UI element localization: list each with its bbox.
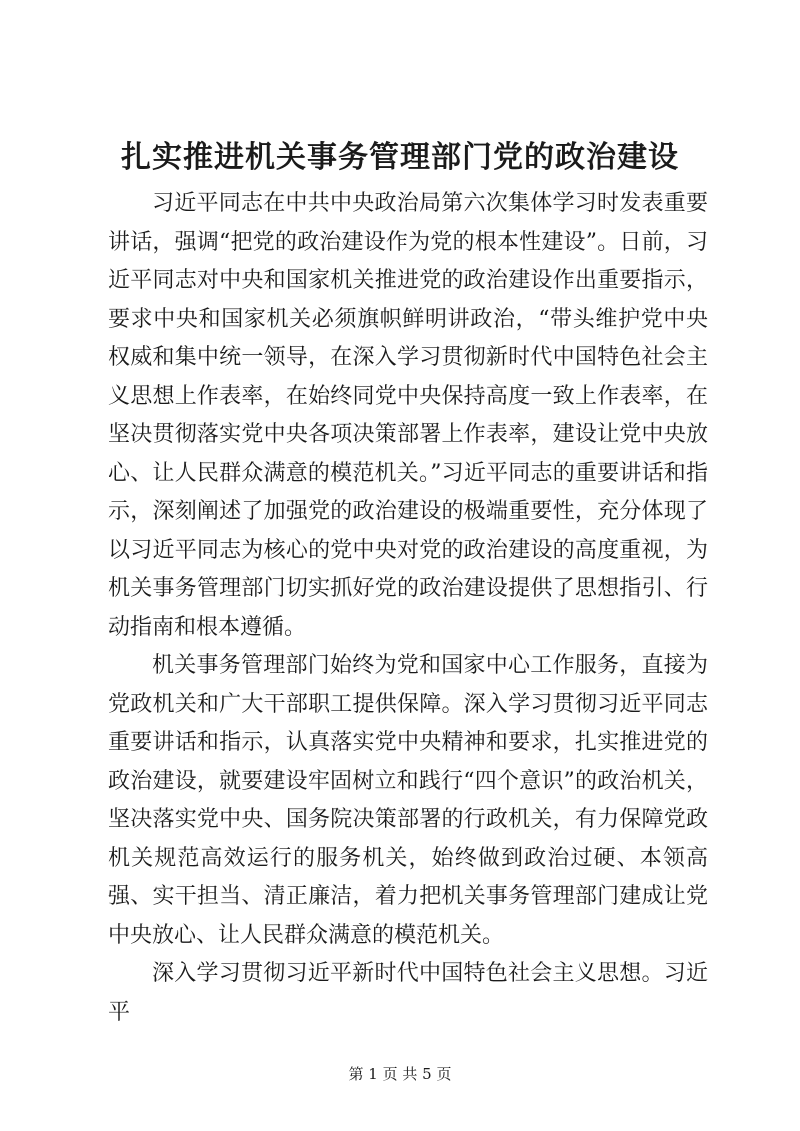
paragraph-2: 机关事务管理部门始终为党和国家中心工作服务，直接为党政机关和广大干部职工提供保障。深入学习贯彻习近平同志重要讲话和指示，认真落实党中央精神和要求，扎实推进党的政治建设，就要建设牢固树立和践行“四个意识”的政治机关，坚决落实党中央、国务院决策部署的行政机关，有力保障党政机关规范高效运行的服务机关，始终做到政治过硬、本领高强、实干担当、清正廉洁，着力把机关事务管理部门建成让党中央放心、让人民群众满意的模范机关。 — [108, 653, 708, 948]
paragraph-1: 习近平同志在中共中央政治局第六次集体学习时发表重要讲话，强调“把党的政治建设作为党的根本性建设”。日前，习近平同志对中央和国家机关推进党的政治建设作出重要指示，要求中央和国家机关必须旗帜鲜明讲政治，“带头维护党中央权威和集中统一领导，在深入学习贯彻新时代中国特色社会主义思想上作表率，在始终同党中央保持高度一致上作表率，在坚决贯彻落实党中央各项决策部署上作表率，建设让党中央放心、让人民群众满意的模范机关。”习近平同志的重要讲话和指示，深刻阐述了加强党的政治建设的极端重要性，充分体现了以习近平同志为核心的党中央对党的政治建设的高度重视，为机关事务管理部门切实抓好党的政治建设提供了思想指引、行动指南和根本遵循。 — [108, 191, 708, 640]
paragraph-3: 深入学习贯彻习近平新时代中国特色社会主义思想。习近平 — [108, 961, 708, 1025]
document-title: 扎实推进机关事务管理部门党的政治建设 — [121, 140, 679, 175]
document-body — [108, 185, 708, 1032]
page-number-footer: 第 1 页 共 5 页 — [348, 1065, 452, 1083]
